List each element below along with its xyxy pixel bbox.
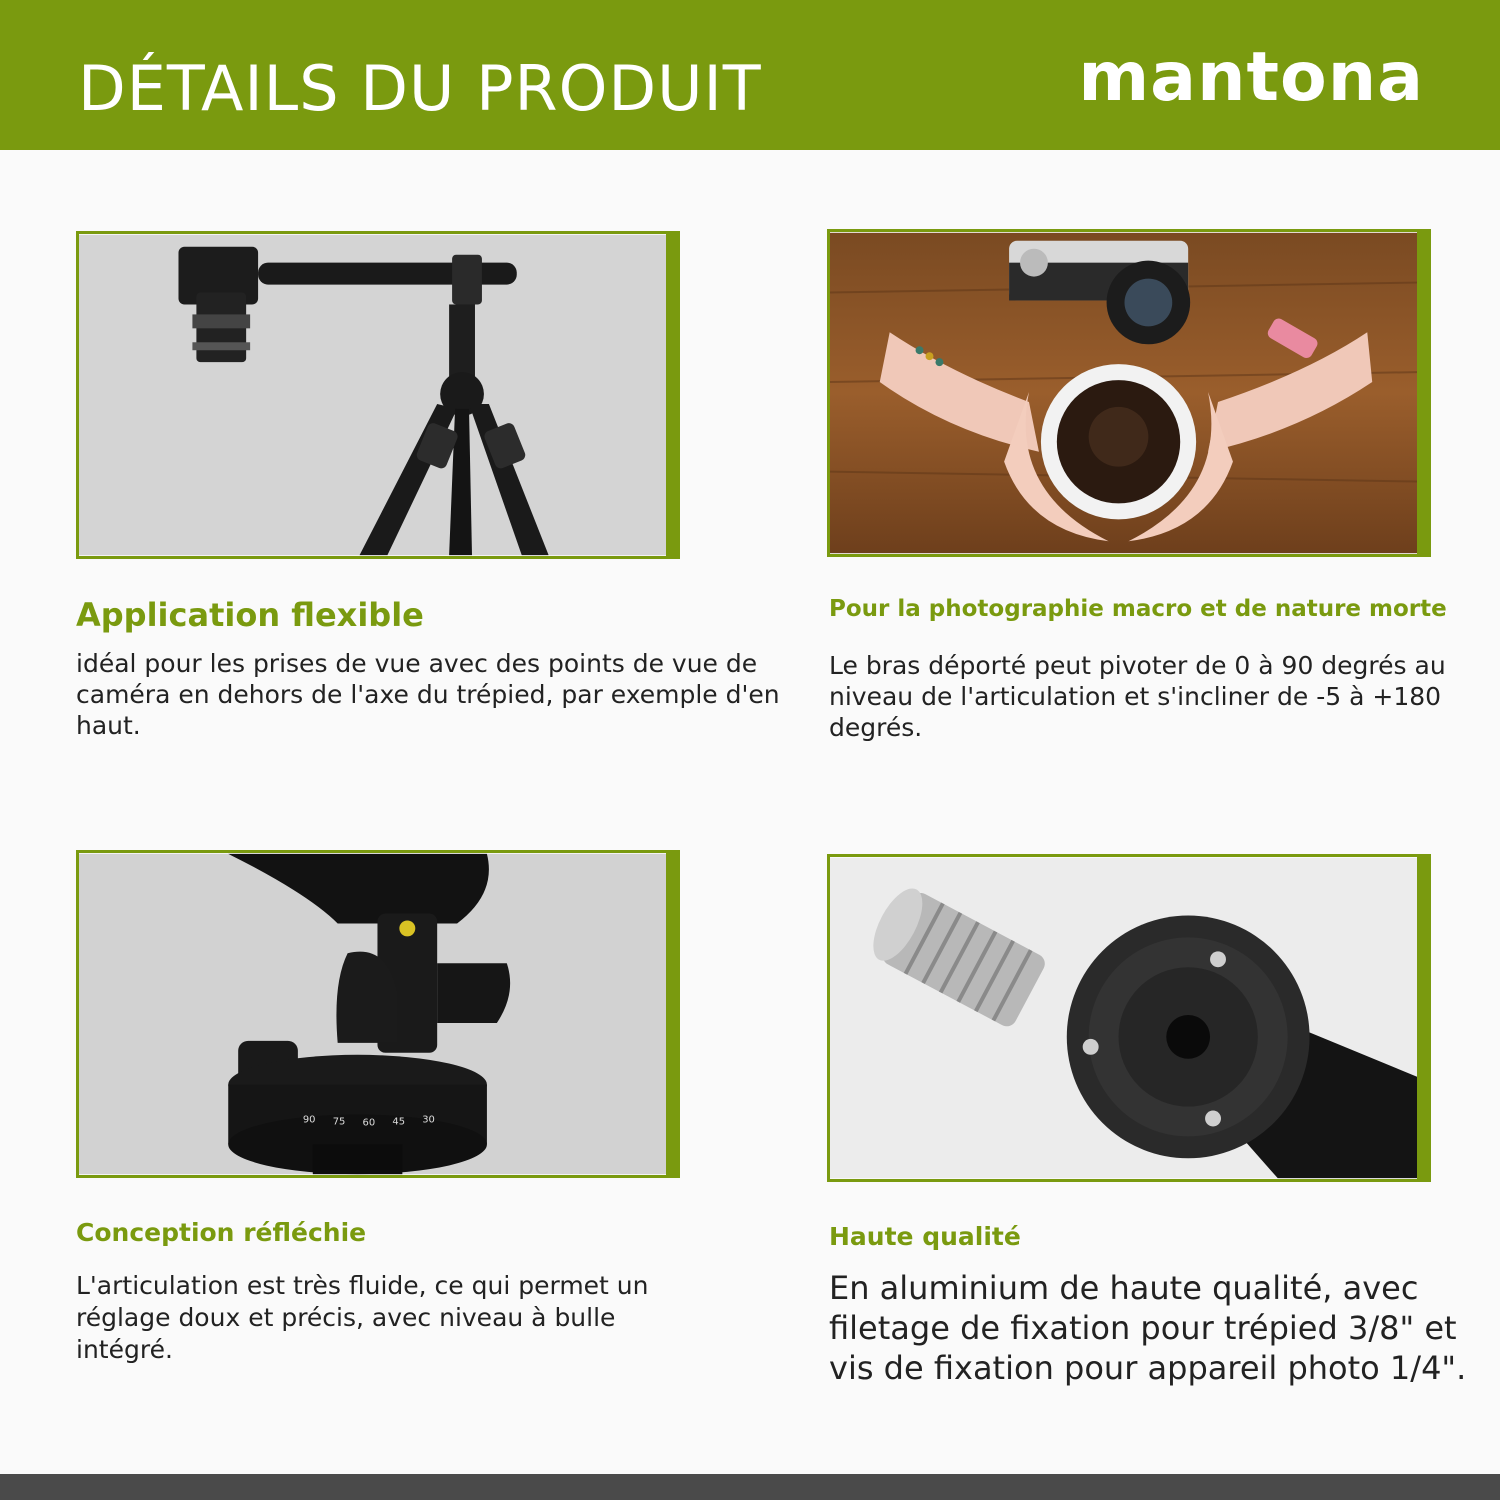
dial-label-60: 60 bbox=[362, 1117, 376, 1129]
feature-desc-design: L'articulation est très fluide, ce qui permet un réglage doux et précis, avec niveau à bulle intégré. bbox=[76, 1271, 649, 1364]
feature-desc-quality: En aluminium de haute qualité, avec filetage de fixation pour trépied 3/8" et vis de fixation pour appareil photo 1/4". bbox=[829, 1269, 1467, 1387]
brand-logo: mantona bbox=[1078, 38, 1424, 117]
page-title: DÉTAILS DU PRODUIT bbox=[78, 52, 762, 125]
image-pan-head-joint bbox=[76, 850, 680, 1178]
footer-bar bbox=[0, 1474, 1500, 1500]
image-mount-plate bbox=[827, 854, 1431, 1182]
feature-title-macro: Pour la photographie macro et de nature morte bbox=[829, 596, 1447, 622]
image-boom-arm-tripod bbox=[76, 231, 680, 559]
dial-label-45: 45 bbox=[392, 1116, 406, 1128]
feature-title-design: Conception réfléchie bbox=[76, 1218, 367, 1247]
camera-tripod-icon bbox=[79, 234, 666, 556]
dial-label-90: 90 bbox=[302, 1114, 316, 1126]
pan-head-icon bbox=[79, 853, 666, 1175]
mount-plate-icon bbox=[830, 857, 1417, 1179]
image-macro-still-life bbox=[827, 229, 1431, 557]
header-banner bbox=[0, 0, 1500, 150]
feature-desc-flexible: idéal pour les prises de vue avec des points de vue de caméra en dehors de l'axe du trépied, par exemple d'en haut. bbox=[76, 649, 780, 740]
dial-label-75: 75 bbox=[332, 1116, 346, 1128]
feature-desc-macro: Le bras déporté peut pivoter de 0 à 90 degrés au niveau de l'articulation et s'incliner de -5 à +180 degrés. bbox=[829, 651, 1446, 742]
dial-label-30: 30 bbox=[422, 1114, 435, 1126]
coffee-cup-camera-icon bbox=[830, 232, 1417, 554]
feature-title-flexible: Application flexible bbox=[76, 596, 424, 634]
feature-title-quality: Haute qualité bbox=[829, 1222, 1021, 1251]
